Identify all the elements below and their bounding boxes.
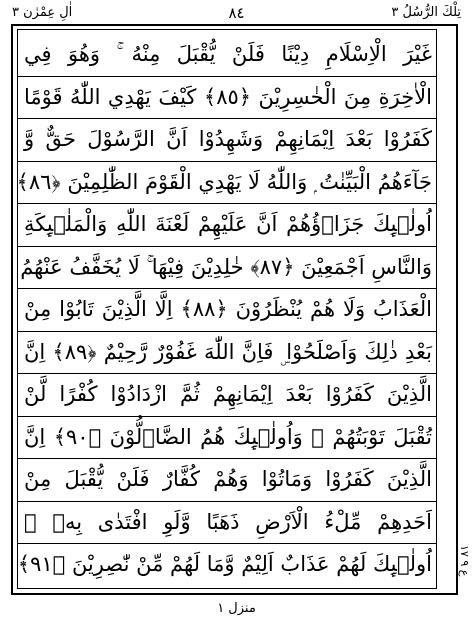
- verse-line: الْاٰخِرَةِ مِنَ الْخٰسِرِيْنَ ﴿٨٥﴾ كَيْفَ يَهْدِي اللّٰهُ قَوْمًا: [24, 84, 432, 109]
- verse-line: كَفَرُوْا بَعْدَ اِيْمَانِهِمْ وَشَهِدُوْا اَنَّ الرَّسُوْلَ حَقٌّ وَّ: [24, 127, 432, 151]
- surah-header: تِلْكَ الرُّسُلُ ٣: [391, 5, 461, 20]
- juz-header: اٰلِ عِمْرٰن ٣: [12, 5, 73, 20]
- verse-line: وَالنَّاسِ اَجْمَعِيْنَ ﴿٨٧﴾ خٰلِدِيْنَ فِيْهَا ۚ لَا يُخَفَّفُ عَنْهُمُ: [20, 254, 432, 279]
- verse-line: اَحَدِھِمْ مِّلْءُ الْاَرْضِ ذَھَبًا وَّلَوِ افْتَدٰى بِهٖ ۭ: [24, 509, 432, 534]
- verse-line: بَعْدِ ذٰلِكَ وَاَصْلَحُوْا ۣ فَاِنَّ اللّٰهَ غَفُوْرٌ رَّحِيْمٌ ﴿٨٩﴾ اِنَّ: [24, 339, 432, 364]
- verse-line: الَّذِيْنَ كَفَرُوْا بَعْدَ اِيْمَانِهِمْ ثُمَّ ازْدَادُوْا كُفْرًا لَّنْ: [24, 382, 432, 406]
- verse-line: اُولٰۗىِٕكَ لَھُمْ عَذَابٌ اَلِيْمٌ وَّمَا لَھُمْ مِّنْ نّٰصِرِيْنَ ﴿٩١﴾: [17, 552, 432, 576]
- verse-line: جَآءَهُمُ الْبَيِّنٰتُ ۭ وَاللّٰهُ لَا يَهْدِي الْقَوْمَ الظّٰلِمِيْنَ ﴿٨٦﴾: [16, 169, 432, 194]
- verse-line: الْعَذَابُ وَلَا هُمْ يُنْظَرُوْنَ ﴿٨٨﴾ اِلَّا الَّذِيْنَ تَابُوْا مِنْ: [24, 297, 432, 321]
- manzil-footer: منزل ١: [217, 601, 256, 616]
- verse-line: اُولٰۗىِٕكَ جَزَاۗؤُهُمْ اَنَّ عَلَيْهِمْ لَعْنَةَ اللّٰهِ وَالْمَلٰۗىِٕكَةِ: [24, 212, 432, 236]
- ruku-margin-note: ع ٩ ١٧: [458, 545, 471, 577]
- page-number: ٨٤: [228, 4, 245, 22]
- verse-line: غَيْرَ الْاِسْلَامِ دِيْنًا فَلَنْ يُّقْبَلَ مِنْهُ ۚ وَهُوَ فِي: [24, 42, 432, 66]
- verse-line: الَّذِيْنَ كَفَرُوْا وَمَاتُوْا وَھُمْ كُفَّارٌ فَلَنْ يُّقْبَلَ مِنْ: [24, 467, 432, 491]
- verse-line: تُقْبَلَ تَوْبَتُھُمْ ۚ وَاُولٰۗىِٕكَ ھُمُ الضَّاۗلُّوْنَ ﴿٩٠﴾ اِنَّ: [24, 424, 432, 449]
